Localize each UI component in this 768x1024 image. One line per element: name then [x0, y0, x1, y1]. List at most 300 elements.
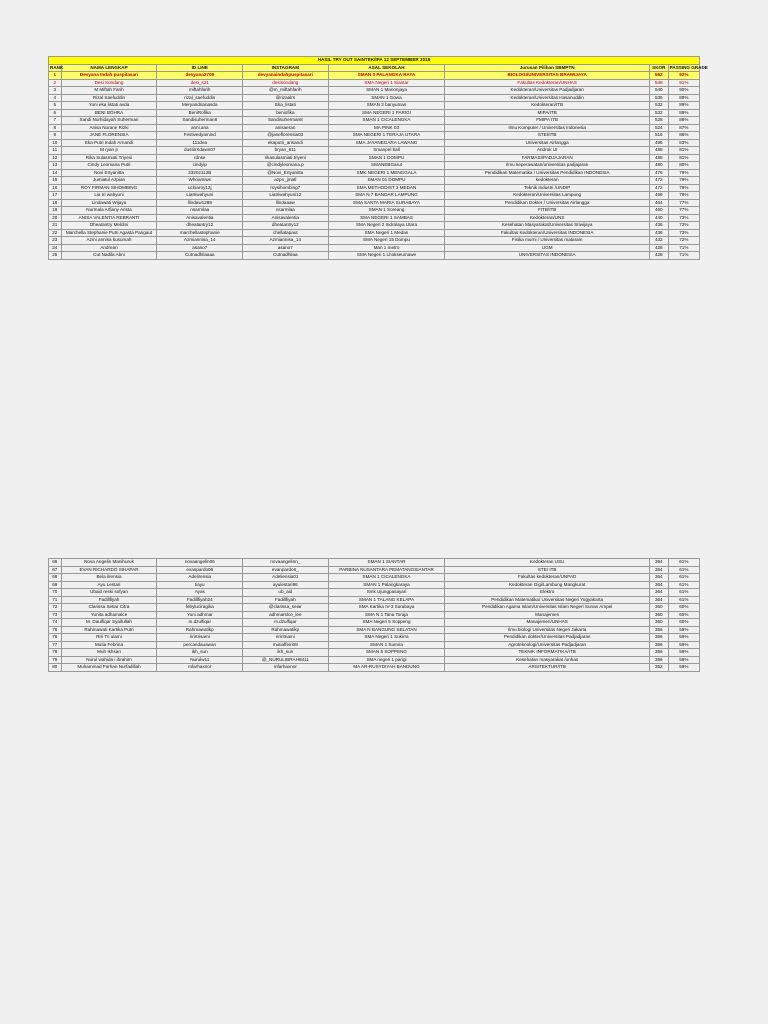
- cell-school: MA AR-RUSYDIYAH BANDUNG: [328, 664, 445, 672]
- results-table: [48, 56, 708, 260]
- cell-line: febyluciragika: [157, 604, 243, 612]
- cell-rank: 8: [49, 124, 62, 132]
- cell-rank: 77: [49, 641, 62, 649]
- cell-score: 488: [649, 154, 668, 162]
- cell-rank: 5: [49, 102, 62, 110]
- cell-line: ririrtrisami: [157, 634, 243, 642]
- cell-name: Desi Sondang: [61, 79, 157, 87]
- cell-line: 33202112B: [157, 169, 243, 177]
- cell-name: Eka Putri Indah Arnandi: [61, 139, 157, 147]
- cell-rank: 14: [49, 169, 62, 177]
- cell-score: 516: [649, 132, 668, 140]
- cell-name: Andrean: [61, 244, 157, 252]
- cell-grade: 80%: [668, 162, 699, 170]
- cell-grade: 88%: [668, 117, 699, 125]
- cell-rank: 16: [49, 184, 62, 192]
- cell-instagram: asano7: [243, 244, 329, 252]
- cell-rank: 67: [49, 566, 62, 574]
- table-row: [49, 244, 700, 252]
- cell-instagram: ayulestari96: [243, 581, 329, 589]
- cell-school: SMAN 1 Sumira: [328, 641, 445, 649]
- cell-name: EVAN RICHARDO SIHAPAR: [61, 566, 157, 574]
- cell-instagram: Cutnadhilaa: [243, 252, 329, 260]
- cell-rank: 9: [49, 132, 62, 140]
- cell-score: 364: [649, 574, 668, 582]
- cell-rank: 69: [49, 581, 62, 589]
- cell-grade: 91%: [668, 79, 699, 87]
- cell-choice: Fakultas Kedokteran/Universitas INDONESIA: [445, 229, 649, 237]
- cell-choice: kedokteran: [445, 177, 649, 185]
- cell-name: ROY FIRMAN SIHOMBING: [61, 184, 157, 192]
- cell-rank: 21: [49, 222, 62, 230]
- cell-school: SMAN 1 TALANG KELAPA: [328, 596, 445, 604]
- cell-rank: 2: [49, 79, 62, 87]
- cell-score: 428: [649, 244, 668, 252]
- cell-grade: 79%: [668, 169, 699, 177]
- cell-instagram: Liatriwahyuni12: [243, 192, 329, 200]
- table-row: [49, 102, 700, 110]
- cell-instagram: @clarissa_seiar: [243, 604, 329, 612]
- cell-choice: STEI ITB: [445, 566, 649, 574]
- cell-school: SMA Negeri 1 Sukirra: [328, 634, 445, 642]
- cell-line: nsarmlaa: [157, 207, 243, 215]
- table-row: [49, 589, 700, 597]
- cell-line: 111dea: [157, 139, 243, 147]
- cell-score: 472: [649, 184, 668, 192]
- table-body: [49, 72, 700, 260]
- cell-line: llindaw1288: [157, 199, 243, 207]
- cell-grade: 79%: [668, 177, 699, 185]
- cell-instagram: adhmarslce_lee: [243, 611, 329, 619]
- cell-choice: UGM: [445, 244, 649, 252]
- cell-line: Anisavalentia: [157, 214, 243, 222]
- results-table-continued: [48, 558, 700, 672]
- cell-instagram: Fadillfiyah: [243, 596, 329, 604]
- cell-school: SMAN 1 Manonjaya: [328, 87, 445, 95]
- cell-choice: MIPA/ITB: [445, 109, 649, 117]
- table-row: [49, 619, 700, 627]
- cell-name: Clarissa Setiar Citra: [61, 604, 157, 612]
- cell-rank: 24: [49, 244, 62, 252]
- cell-school: Man 1 metro: [328, 244, 445, 252]
- cell-score: 528: [649, 117, 668, 125]
- cell-instagram: ririritriami: [243, 634, 329, 642]
- cell-school: SMA METHODIST 3 MEDAN: [328, 184, 445, 192]
- cell-line: tiayu: [157, 581, 243, 589]
- cell-instagram: @cindyleomana.p: [243, 162, 329, 170]
- cell-school: SMAN 1 Soreang: [328, 207, 445, 215]
- cell-instagram: Sandisuherman8: [243, 117, 329, 125]
- cell-school: SMAN 1 CICALENGKA: [328, 574, 445, 582]
- table-row: [49, 649, 700, 657]
- cell-school: SMA Negeri 1 Lhokseumawe: [328, 252, 445, 260]
- cell-score: 356: [649, 656, 668, 664]
- header-row: [49, 64, 700, 72]
- table-row: [49, 147, 700, 155]
- cell-score: 356: [649, 641, 668, 649]
- cell-name: Jumiatul Azpian: [61, 177, 157, 185]
- cell-line: evanpardo06: [157, 566, 243, 574]
- cell-grade: 59%: [668, 634, 699, 642]
- cell-name: Rika Sulasmiati Triyeni: [61, 154, 157, 162]
- cell-rank: 75: [49, 626, 62, 634]
- cell-choice: Agroteknologi/Universitas Padjadjaran: [445, 641, 649, 649]
- cell-name: Rizal Saefuddin: [61, 94, 157, 102]
- cell-rank: 73: [49, 611, 62, 619]
- cell-line: percandauawan: [157, 641, 243, 649]
- table-row: [49, 559, 700, 567]
- cell-score: 464: [649, 199, 668, 207]
- cell-rank: 6: [49, 109, 62, 117]
- cell-score: 364: [649, 596, 668, 604]
- cell-rank: 10: [49, 139, 62, 147]
- cell-name: Nurmala Arfiany Arista: [61, 207, 157, 215]
- cell-choice: Pendidikan Agama Islam/Universitas Islam Negeri Sunan Ampel: [445, 604, 649, 612]
- cell-grade: 89%: [668, 102, 699, 110]
- cell-score: 548: [649, 79, 668, 87]
- header-instagram: INSTAGRAM: [243, 64, 329, 72]
- cell-score: 496: [649, 139, 668, 147]
- table-row: [49, 611, 700, 619]
- cell-line: m.dzulfiqar: [157, 619, 243, 627]
- cell-name: BENI BOHRA: [61, 109, 157, 117]
- cell-choice: BIOLOGI/UNIVERSITAS BRAWIJAYA: [445, 72, 649, 80]
- cell-rank: 78: [49, 649, 62, 657]
- cell-score: 540: [649, 87, 668, 95]
- cell-line: Yuni adhmar: [157, 611, 243, 619]
- cell-name: Anisa Nurane Rizki: [61, 124, 157, 132]
- cell-rank: 13: [49, 162, 62, 170]
- cell-choice: Elektro: [445, 589, 649, 597]
- cell-school: SMK NEGERI 1 MENGGALA: [328, 169, 445, 177]
- table-row: [49, 124, 700, 132]
- cell-instagram: @Novi_Ertyanitta: [243, 169, 329, 177]
- cell-rank: 19: [49, 207, 62, 215]
- header-choice: Jurusan Pilihan SBMPTN: [445, 64, 649, 72]
- cell-choice: Androk UI: [445, 147, 649, 155]
- cell-instagram: Anisavalentia: [243, 214, 329, 222]
- cell-name: Nova Angelin Manihuruk: [61, 559, 157, 567]
- title-row: [49, 57, 700, 65]
- cell-school: SMAN 1 DOMPU: [328, 154, 445, 162]
- header-line: ID LINE: [157, 64, 243, 72]
- table-row: [49, 252, 700, 260]
- cell-score: 480: [649, 162, 668, 170]
- cell-grade: 73%: [668, 214, 699, 222]
- cell-line: dheatantry12: [157, 222, 243, 230]
- cell-school: SMAN 2 banyumas: [328, 102, 445, 110]
- cell-score: 468: [649, 192, 668, 200]
- table-row: [49, 169, 700, 177]
- cell-rank: 17: [49, 192, 62, 200]
- cell-school: SMA Negeri 2 Indralaya Utara: [328, 222, 445, 230]
- table-row: [49, 574, 700, 582]
- cell-choice: UNIVERSITAS INDONESIA: [445, 252, 649, 260]
- cell-grade: 59%: [668, 641, 699, 649]
- cell-choice: Kedokteran/ITB: [445, 102, 649, 110]
- table-row: [49, 222, 700, 230]
- cell-grade: 59%: [668, 649, 699, 657]
- cell-choice: Pendidikan Matematika/ Universitas Negeri Yogyakarta: [445, 596, 649, 604]
- cell-score: 436: [649, 222, 668, 230]
- cell-rank: 25: [49, 252, 62, 260]
- cell-name: Cut Nadila Abni: [61, 252, 157, 260]
- cell-choice: Pendidikan Dokter / Universitas Airlangga: [445, 199, 649, 207]
- cell-instagram: Adeliensia01: [243, 574, 329, 582]
- cell-instagram: @janeflorensia03: [243, 132, 329, 140]
- cell-name: JANE FLORENSIA: [61, 132, 157, 140]
- cell-name: Devyana Indah puspitasari: [61, 72, 157, 80]
- cell-line: ikh_sun: [157, 649, 243, 657]
- cell-school: SMA SANTA MARIA SURABAYA: [328, 199, 445, 207]
- cell-school: SMA Negeri 1 Siantar: [328, 79, 445, 87]
- cell-grade: 60%: [668, 604, 699, 612]
- cell-grade: 89%: [668, 109, 699, 117]
- table-row: [49, 656, 700, 664]
- cell-score: 460: [649, 207, 668, 215]
- cell-score: 428: [649, 252, 668, 260]
- cell-school: SMA Kartika IV-3 Surabaya: [328, 604, 445, 612]
- cell-name: Muh Ikhsan: [61, 649, 157, 657]
- cell-choice: STEI/ITB: [445, 132, 649, 140]
- cell-grade: 79%: [668, 184, 699, 192]
- cell-instagram: rikasulasmiati.triyeni: [243, 154, 329, 162]
- header-school: ASAL SEKOLAH: [328, 64, 445, 72]
- cell-line: rizal_saefuddin: [157, 94, 243, 102]
- cell-grade: 77%: [668, 199, 699, 207]
- cell-name: Sandi Nurhidayah Suherman: [61, 117, 157, 125]
- cell-line: Cutnadhilaaaa: [157, 252, 243, 260]
- cell-school: MA PINK 03: [328, 124, 445, 132]
- cell-name: M. Daulfiqar Syaifullah: [61, 619, 157, 627]
- cell-name: Lindawati Wijaya: [61, 199, 157, 207]
- cell-instagram: llindaaaw: [243, 199, 329, 207]
- cell-rank: 66: [49, 559, 62, 567]
- cell-choice: Ilmu Komputer / Universitas Indonesia: [445, 124, 649, 132]
- cell-instagram: Rahmawatikp: [243, 626, 329, 634]
- cell-line: cindylp: [157, 162, 243, 170]
- cell-score: 436: [649, 229, 668, 237]
- table-row: [49, 229, 700, 237]
- cell-rank: 15: [49, 177, 62, 185]
- table-row: [49, 117, 700, 125]
- cell-score: 360: [649, 611, 668, 619]
- cell-instagram: novaangelinn_: [243, 559, 329, 567]
- cell-name: Dheatantry Meldini: [61, 222, 157, 230]
- cell-choice: Manajemen/UNHAS: [445, 619, 649, 627]
- cell-grade: 61%: [668, 581, 699, 589]
- cell-line: Meryandrianasda: [157, 102, 243, 110]
- cell-grade: 59%: [668, 664, 699, 672]
- cell-school: SMA N 7 BANDAR LAMPUNG: [328, 192, 445, 200]
- cell-rank: 72: [49, 604, 62, 612]
- cell-school: SMANEBGarut: [328, 162, 445, 170]
- cell-grade: 59%: [668, 656, 699, 664]
- cell-name: Nurul wahida i ibrahim: [61, 656, 157, 664]
- cell-instagram: Azmiannisa_14: [243, 237, 329, 245]
- cell-choice: Teknik Industri /UNDIP: [445, 184, 649, 192]
- cell-name: Bela lirensia: [61, 574, 157, 582]
- cell-school: SMAN 3 PALANGKA RAYA: [328, 72, 445, 80]
- cell-grade: 89%: [668, 94, 699, 102]
- cell-line: Azmiannisa_14: [157, 237, 243, 245]
- cell-instagram: ub_aid: [243, 589, 329, 597]
- cell-rank: 7: [49, 117, 62, 125]
- table-row: [49, 79, 700, 87]
- cell-rank: 4: [49, 94, 62, 102]
- cell-school: SMAN 1 Gowa: [328, 94, 445, 102]
- cell-instagram: beniofika: [243, 109, 329, 117]
- cell-score: 488: [649, 147, 668, 155]
- cell-instagram: mfarhaxnor: [243, 664, 329, 672]
- cell-line: Nurulw11: [157, 656, 243, 664]
- cell-rank: 22: [49, 229, 62, 237]
- cell-name: M Miftah Farih: [61, 87, 157, 95]
- cell-name: Ubaid reski sofyan: [61, 589, 157, 597]
- cell-line: uchiaroy12j: [157, 184, 243, 192]
- cell-choice: Fakultas Kedokteran/UNHAS: [445, 79, 649, 87]
- cell-school: Smanpel ball: [328, 147, 445, 155]
- cell-school: SMA Negeri 15 Dompu: [328, 237, 445, 245]
- table-row: [49, 109, 700, 117]
- cell-school: SMA NEGERI 1 PARIGI: [328, 109, 445, 117]
- cell-instagram: Eka_listati: [243, 102, 329, 110]
- sheet-title: HASIL TRY OUT SAINTEK/IPA 12 SEPTEMBER 2018: [49, 57, 700, 65]
- cell-line: rdnse: [157, 154, 243, 162]
- table-row: [49, 214, 700, 222]
- cell-grade: 77%: [668, 207, 699, 215]
- cell-choice: Ilmu keperawatan/universitas padjajaran: [445, 162, 649, 170]
- cell-instagram: @_NURULIBRAHIM11: [243, 656, 329, 664]
- cell-school: SMAN 01 DOMPU: [328, 177, 445, 185]
- table-row: [49, 162, 700, 170]
- cell-choice: Pendidikan Matematika / Universitas Pendidikan INDONESIA: [445, 169, 649, 177]
- cell-grade: 61%: [668, 596, 699, 604]
- cell-choice: Fakultas kedokteran/UNPAD: [445, 574, 649, 582]
- cell-choice: FARMASI/PADJAJARAN: [445, 154, 649, 162]
- cell-score: 472: [649, 177, 668, 185]
- cell-school: SMA JAYANEGARA LAWANG: [328, 139, 445, 147]
- cell-choice: Manajemen: [445, 611, 649, 619]
- cell-score: 364: [649, 589, 668, 597]
- cell-grade: 60%: [668, 619, 699, 627]
- cell-line: Festivedyamind: [157, 132, 243, 140]
- cell-instagram: ekaputri_arisandi: [243, 139, 329, 147]
- cell-instagram: devyanaindahpuspitasari: [243, 72, 329, 80]
- header-name: NAMA LENGKAP: [61, 64, 157, 72]
- cell-name: ANISA VALENTIA REBRANTI: [61, 214, 157, 222]
- cell-choice: Kedokteran/Universitas Hasanuddin: [445, 94, 649, 102]
- cell-rank: 76: [49, 634, 62, 642]
- cell-score: 552: [649, 72, 668, 80]
- cell-line: marchellastephanie: [157, 229, 243, 237]
- cell-name: Rahmawati Kartika Putri: [61, 626, 157, 634]
- cell-score: 352: [649, 664, 668, 672]
- cell-choice: ARSITEKTUR/ITB: [445, 664, 649, 672]
- cell-school: SMA N 1 Tana Toraja: [328, 611, 445, 619]
- table-row: [49, 154, 700, 162]
- table-row: [49, 94, 700, 102]
- cell-school: SMA N BANGUNG SELATAN: [328, 626, 445, 634]
- cell-grade: 71%: [668, 244, 699, 252]
- cell-school: SMA Negeri 1 Medan: [328, 229, 445, 237]
- cell-grade: 73%: [668, 222, 699, 230]
- table-body-continued: [49, 559, 700, 672]
- cell-name: Yuni eka listati avda: [61, 102, 157, 110]
- cell-choice: Kedokteran/Universitas Lampung: [445, 192, 649, 200]
- cell-rank: 3: [49, 87, 62, 95]
- cell-score: 476: [649, 169, 668, 177]
- cell-rank: 70: [49, 589, 62, 597]
- cell-choice: FMIPA ITB: [445, 117, 649, 125]
- cell-grade: 60%: [668, 611, 699, 619]
- cell-instagram: nsarmlaa: [243, 207, 329, 215]
- cell-rank: 79: [49, 656, 62, 664]
- cell-line: BeniRofika: [157, 109, 243, 117]
- cell-school: Smk Ujungpasayari: [328, 589, 445, 597]
- cell-line: Adelirensia: [157, 574, 243, 582]
- table-row: [49, 237, 700, 245]
- cell-choice: Ilmu biologi Universitas Negeri Jakarta: [445, 626, 649, 634]
- table-row: [49, 581, 700, 589]
- cell-line: miftahfarih: [157, 87, 243, 95]
- table-row: [49, 177, 700, 185]
- cell-instagram: evanpardo6_: [243, 566, 329, 574]
- cell-choice: Universitas Airlangga: [445, 139, 649, 147]
- cell-name: Yunita adhamalce: [61, 611, 157, 619]
- table-row: [49, 596, 700, 604]
- cell-school: SMAN 1 CICALENGKA: [328, 117, 445, 125]
- cell-line: Fadillfiyah24: [157, 596, 243, 604]
- cell-grade: 72%: [668, 237, 699, 245]
- cell-school: SMA NEGERI 1 SAMBAS: [328, 214, 445, 222]
- cell-school: SMAN 5 SOPPENG: [328, 649, 445, 657]
- cell-school: SMA NEGERI 1 TERAJA UTARA: [328, 132, 445, 140]
- cell-choice: Kedokteran Gigi/Lambung Mangkurat: [445, 581, 649, 589]
- cell-name: Lia tri wahyuni: [61, 192, 157, 200]
- cell-score: 440: [649, 214, 668, 222]
- cell-line: novaangelin06: [157, 559, 243, 567]
- cell-school: SMA negeri 1 parigi: [328, 656, 445, 664]
- cell-line: devyana2708: [157, 72, 243, 80]
- header-score: SKOR: [649, 64, 668, 72]
- cell-grade: 71%: [668, 252, 699, 260]
- cell-name: Fadillfiyah: [61, 596, 157, 604]
- cell-rank: 18: [49, 199, 62, 207]
- cell-name: Mutia Febrina: [61, 641, 157, 649]
- table-row: [49, 641, 700, 649]
- cell-score: 364: [649, 566, 668, 574]
- cell-score: 536: [649, 94, 668, 102]
- table-row: [49, 139, 700, 147]
- table-row: [49, 664, 700, 672]
- cell-score: 356: [649, 634, 668, 642]
- table-row: [49, 566, 700, 574]
- table-row: [49, 72, 700, 80]
- cell-instagram: bryan_811: [243, 147, 329, 155]
- cell-name: Ayu Lestari: [61, 581, 157, 589]
- cell-grade: 90%: [668, 87, 699, 95]
- cell-grade: 73%: [668, 229, 699, 237]
- cell-score: 524: [649, 124, 668, 132]
- cell-instagram: dheatantry12: [243, 222, 329, 230]
- cell-instagram: roysihombing7: [243, 184, 329, 192]
- cell-school: SMAN 1 Palangkaraya: [328, 581, 445, 589]
- table-row: [49, 604, 700, 612]
- cell-choice: Fisika murni / Universitas mataram: [445, 237, 649, 245]
- cell-rank: 74: [49, 619, 62, 627]
- header-grade: PASSING GRADE: [668, 64, 699, 72]
